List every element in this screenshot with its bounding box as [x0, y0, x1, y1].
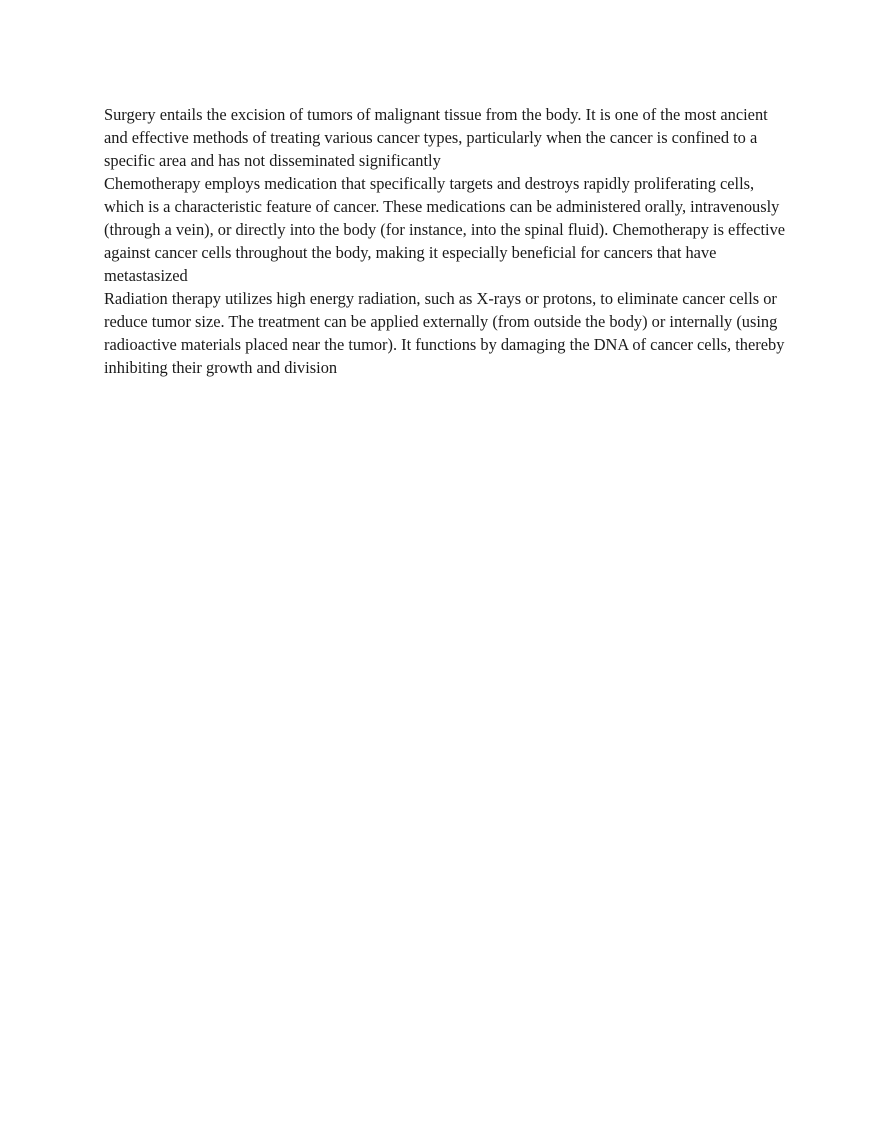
paragraph-surgery: Surgery entails the excision of tumors of malignant tissue from the body. It is one of the most ancient and effective methods of treating various cancer types, particularly when the cancer is confined to a specific area and has not disseminated significantly — [104, 105, 768, 170]
paragraph-chemotherapy: Chemotherapy employs medication that specifically targets and destroys rapidly proliferating cells, which is a characteristic feature of cancer. These medications can be administered orally, intravenously (through a vein), or directly into the body (for instance, into the spinal fluid). Chemotherapy is effective against cancer cells throughout the body, making it especially beneficial for cancers that have metastasized — [104, 174, 786, 285]
paragraph-radiation-therapy: Radiation therapy utilizes high energy radiation, such as X-rays or protons, to eliminate cancer cells or reduce tumor size. The treatment can be applied externally (from outside the body) or internally (using radioactive materials placed near the tumor). It functions by damaging the DNA of cancer cells, thereby inhibiting their growth and division — [104, 289, 785, 377]
document-body — [104, 103, 794, 379]
